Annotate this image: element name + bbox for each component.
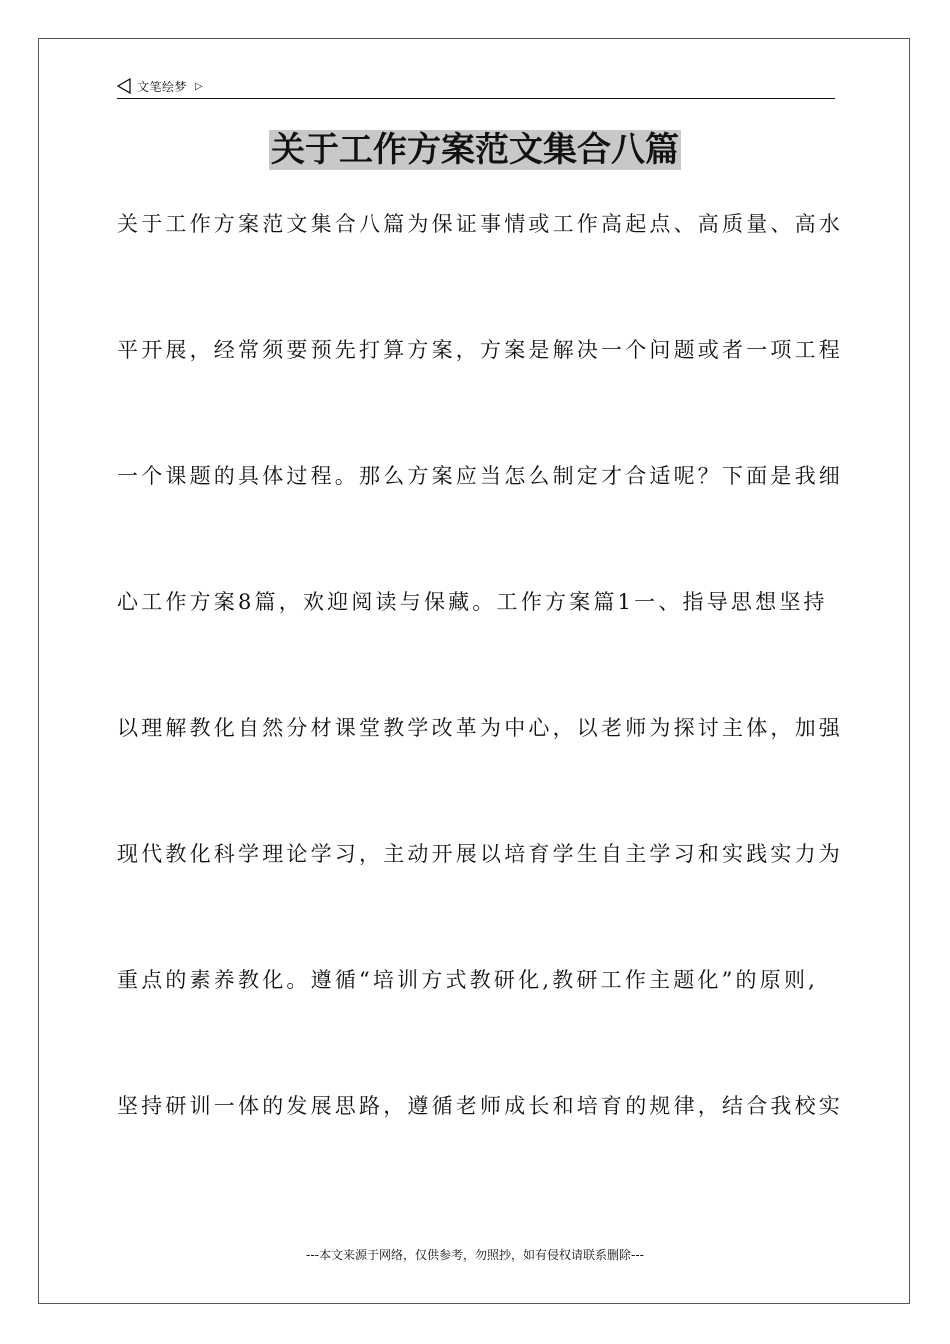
triangle-left-outline-icon [117, 78, 131, 94]
body-line: 平开展，经常须要预先打算方案，方案是解决一个问题或者一项工程 [117, 338, 843, 362]
body-line: 坚持研训一体的发展思路，遵循老师成长和培育的规律，结合我校实 [117, 1094, 843, 1118]
header-brand: 文笔绘梦 [137, 79, 188, 94]
body-line: 心工作方案8篇，欢迎阅读与保藏。工作方案篇1一、指导思想坚持 [117, 590, 828, 614]
body-line: 现代教化科学理论学习，主动开展以培育学生自主学习和实践实力为 [117, 842, 843, 866]
body-line: 关于工作方案范文集合八篇为保证事情或工作高起点、高质量、高水 [117, 212, 843, 236]
body-line: 一个课题的具体过程。那么方案应当怎么制定才合适呢？下面是我细 [117, 464, 843, 488]
triangle-right-small-icon: ▷ [195, 80, 203, 92]
document-title [0, 128, 950, 172]
document-body [117, 208, 857, 1216]
page-footer: ---本文来源于网络，仅供参考，勿照抄，如有侵权请联系删除--- [306, 1248, 644, 1262]
page-header [117, 74, 835, 99]
body-line: 以理解教化自然分材课堂教学改革为中心，以老师为探讨主体，加强 [117, 716, 843, 740]
document-title-text: 关于工作方案范文集合八篇 [271, 130, 679, 170]
body-line: 重点的素养教化。遵循“培训方式教研化,教研工作主题化”的原则, [117, 968, 819, 992]
